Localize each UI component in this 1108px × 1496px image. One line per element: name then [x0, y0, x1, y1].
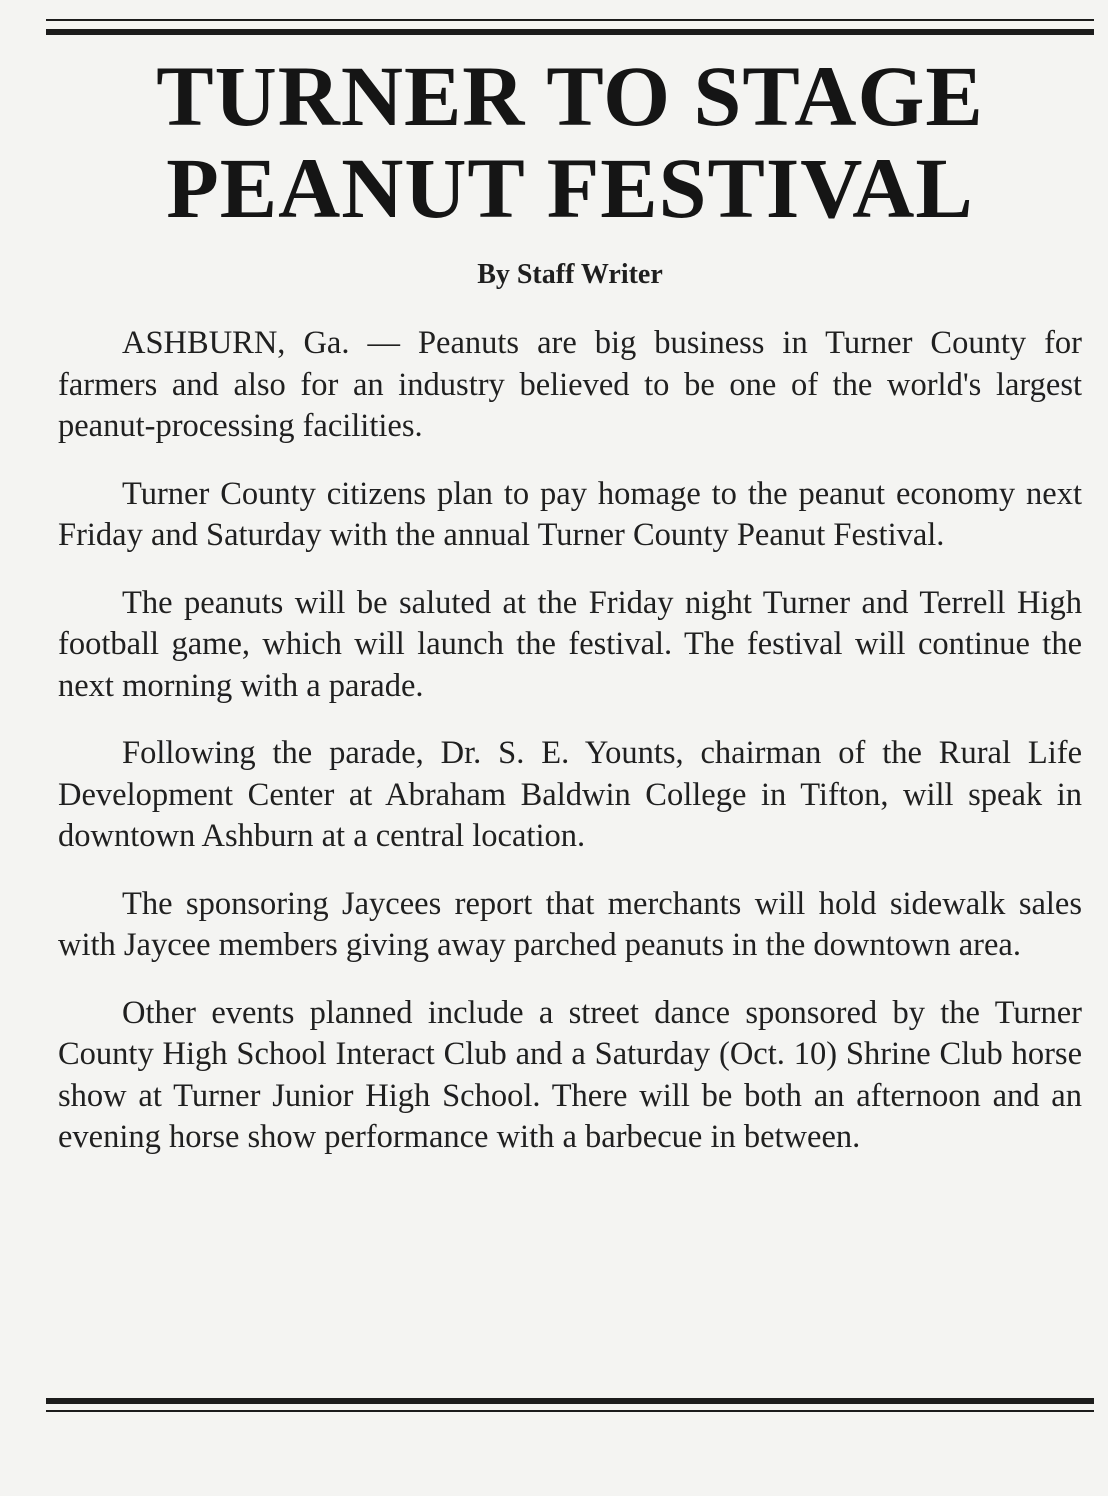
headline: [46, 50, 1094, 234]
top-rule-thin: [46, 19, 1094, 21]
bottom-rule-thin: [46, 1410, 1094, 1412]
top-rule-thick: [46, 29, 1094, 35]
headline-line-1: TURNER TO STAGE: [156, 48, 984, 144]
paragraph-4: Following the parade, Dr. S. E. Younts, chairman of the Rural Life Development Center at Abraham Baldwin College in Tifton, will speak in downtown Ashburn at a central location.: [58, 735, 1082, 854]
headline-line-2: PEANUT FESTIVAL: [166, 140, 974, 236]
article-body: [58, 323, 1082, 1185]
paragraph-1: ASHBURN, Ga. — Peanuts are big business in Turner County for farmers and also for an industry believed to be one of the world's largest peanut-processing facilities.: [58, 325, 1082, 444]
paragraph-3: The peanuts will be saluted at the Friday night Turner and Terrell High football game, which will launch the festival. The festival will continue the next morning with a parade.: [58, 584, 1082, 704]
bottom-rule-thick: [46, 1398, 1094, 1404]
paragraph-6: Other events planned include a street dance sponsored by the Turner County High School Interact Club and a Saturday (Oct. 10) Shrine Club horse show at Turner Junior High School. There will be both an afternoon and an evening horse show performance with a barbecue in between.: [58, 994, 1082, 1155]
paragraph-5: The sponsoring Jaycees report that merchants will hold sidewalk sales with Jaycee members giving away parched peanuts in the downtown area.: [58, 885, 1082, 963]
byline: By Staff Writer: [477, 259, 663, 290]
paragraph-2: Turner County citizens plan to pay homage to the peanut economy next Friday and Saturday with the annual Turner County Peanut Festival.: [58, 475, 1082, 553]
